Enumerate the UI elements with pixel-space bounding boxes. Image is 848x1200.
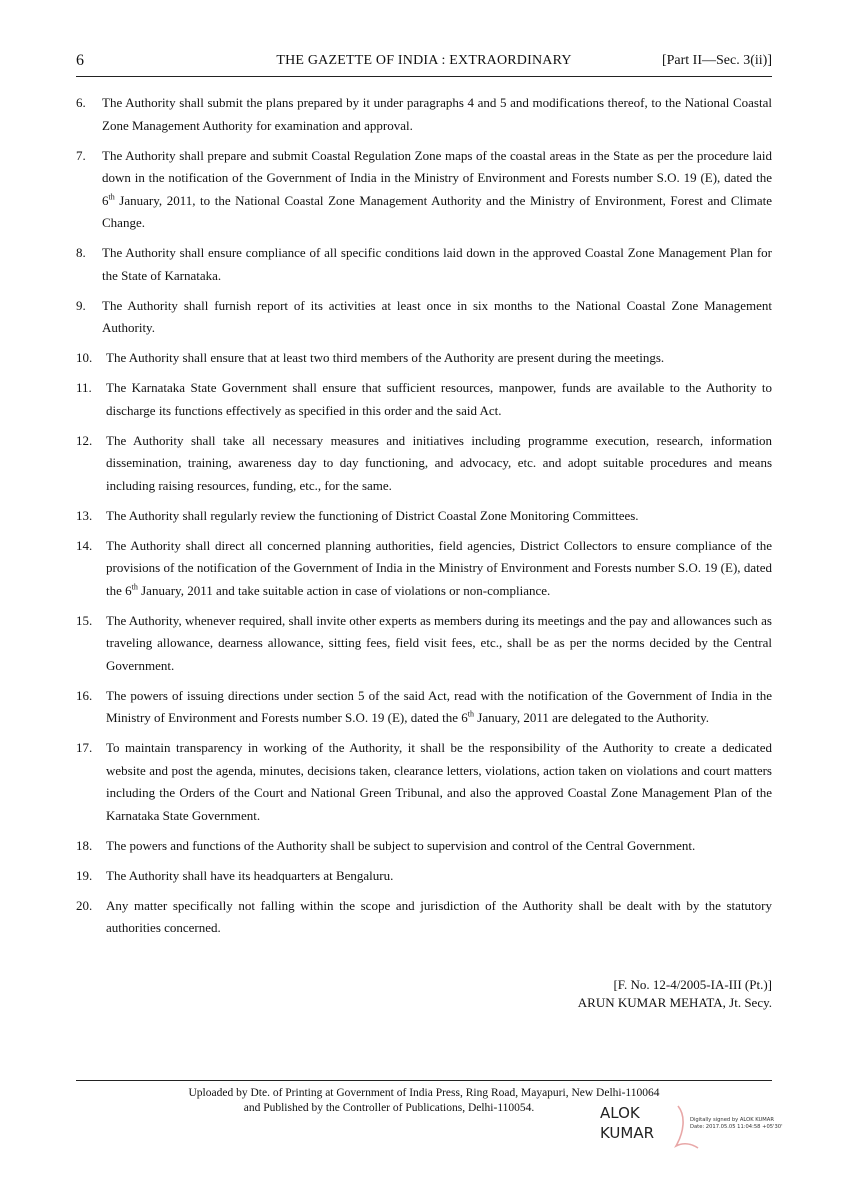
gazette-title: THE GAZETTE OF INDIA : EXTRAORDINARY (276, 53, 572, 68)
item-number: 11. (76, 380, 92, 395)
order-item (76, 295, 772, 340)
item-text: The Authority shall prepare and submit Coastal Regulation Zone maps of the coastal areas in the State as per the procedure laid down in the notification of the Government of India in the Ministry of Environment and Forests number S.O. 19 (E), dated the 6th January, 2011, to the National Coastal Zone Management Authority and the Ministry of Environment, Forest and Climate Change. (102, 147, 772, 230)
order-items (76, 92, 772, 947)
order-item (76, 610, 772, 678)
item-text: The Authority shall ensure compliance of all specific conditions laid down in the approved Coastal Zone Management Plan for the State of Karnataka. (102, 245, 772, 283)
item-number: 10. (76, 350, 93, 365)
signature-name-line-2: KUMAR (600, 1124, 655, 1142)
signature-meta-line-2: Date: 2017.05.05 11:04:58 +05'30' (690, 1124, 783, 1130)
order-item (76, 242, 772, 287)
item-text: The Authority shall furnish report of its activities at least once in six months to the National Coastal Zone Management Authority. (102, 297, 772, 335)
item-text: The Authority shall ensure that at least two third members of the Authority are present during the meetings. (106, 350, 665, 365)
item-text: The Authority, whenever required, shall invite other experts as members during its meetings and the pay and allowances such as traveling allowance, dearness allowance, sitting fees, field visit fees, etc., shall be as per the norms decided by the Central Government. (106, 612, 772, 673)
order-item (76, 347, 772, 370)
footer-line-1: Uploaded by Dte. of Printing at Government of India Press, Ring Road, Mayapuri, New Delhi-110064 (188, 1087, 660, 1099)
item-text: Any matter specifically not falling within the scope and jurisdiction of the Authority shall be dealt with by the statutory authorities concerned. (106, 897, 772, 935)
item-text: The Authority shall have its headquarters at Bengaluru. (106, 867, 394, 883)
file-number: [F. No. 12-4/2005-IA-III (Pt.)] (613, 977, 772, 992)
signatory: ARUN KUMAR MEHATA, Jt. Secy. (577, 995, 772, 1010)
item-text: The powers and functions of the Authority shall be subject to supervision and control of the Central Government. (106, 837, 696, 853)
item-text: The powers of issuing directions under section 5 of the said Act, read with the notification of the Government of India in the Ministry of Environment and Forests number S.O. 19 (E), dated the 6th January, 2011 are delegated to the Authority. (106, 687, 772, 725)
order-item (76, 145, 772, 235)
page-footer (76, 1086, 772, 1116)
order-item (76, 865, 772, 888)
item-number: 12. (76, 432, 93, 448)
item-number: 9. (76, 297, 86, 313)
item-number: 6. (76, 95, 86, 110)
item-text: The Authority shall regularly review the functioning of District Coastal Zone Monitoring Committees. (106, 507, 639, 523)
signature-name-line-1: ALOK (600, 1104, 640, 1122)
item-number: 7. (76, 147, 86, 163)
item-number: 18. (76, 837, 93, 853)
order-item (76, 430, 772, 498)
order-item (76, 895, 772, 940)
order-item (76, 835, 772, 858)
footer-line-2: and Published by the Controller of Publications, Delhi-110054. (243, 1102, 535, 1114)
footer-rule (76, 1080, 772, 1081)
signoff-block (578, 976, 772, 1012)
item-number: 14. (76, 537, 93, 553)
digital-signature-meta (690, 1117, 783, 1131)
item-text: The Authority shall take all necessary measures and initiatives including programme execution, research, information dissemination, training, awareness day to day functioning, and advocacy, etc. and adopt suitable procedures and means including raising resources, funding, etc., for the same. (106, 432, 772, 493)
page-number: 6 (76, 52, 84, 69)
item-number: 8. (76, 245, 86, 260)
item-number: 16. (76, 687, 93, 703)
order-item (76, 685, 772, 730)
item-number: 17. (76, 740, 93, 755)
order-item (76, 505, 772, 528)
header-rule (76, 76, 772, 77)
signature-meta-line-1: Digitally signed by ALOK KUMAR (690, 1117, 774, 1123)
item-text: To maintain transparency in working of the Authority, it shall be the responsibility of the Authority to create a dedicated website and post the agenda, minutes, decisions taken, clearance letters, violations, action taken on violations and court matters including the Orders of the Court and National Green Tribunal, and also the approved Coastal Zone Management Plan of the Karnataka State Government. (106, 740, 772, 823)
item-number: 15. (76, 612, 93, 628)
item-text: The Authority shall submit the plans prepared by it under paragraphs 4 and 5 and modifications thereof, to the National Coastal Zone Management Authority for examination and approval. (102, 95, 772, 133)
page-header (76, 52, 772, 74)
order-item (76, 377, 772, 422)
item-number: 20. (76, 897, 93, 913)
order-item (76, 92, 772, 137)
part-section: [Part II—Sec. 3(ii)] (661, 53, 772, 68)
order-item (76, 737, 772, 827)
item-number: 13. (76, 507, 93, 523)
item-text: The Karnataka State Government shall ensure that sufficient resources, manpower, funds are available to the Authority to discharge its functions effectively as specified in this order and the said Act. (106, 380, 772, 418)
order-item (76, 535, 772, 603)
item-text: The Authority shall direct all concerned planning authorities, field agencies, District Collectors to ensure compliance of the provisions of the notification of the Government of India in the Ministry of Environment and Forests number S.O. 19 (E), dated the 6th January, 2011 and take suitable action in case of violations or non-compliance. (106, 537, 772, 598)
item-number: 19. (76, 867, 93, 883)
digital-signature-name (600, 1103, 654, 1143)
